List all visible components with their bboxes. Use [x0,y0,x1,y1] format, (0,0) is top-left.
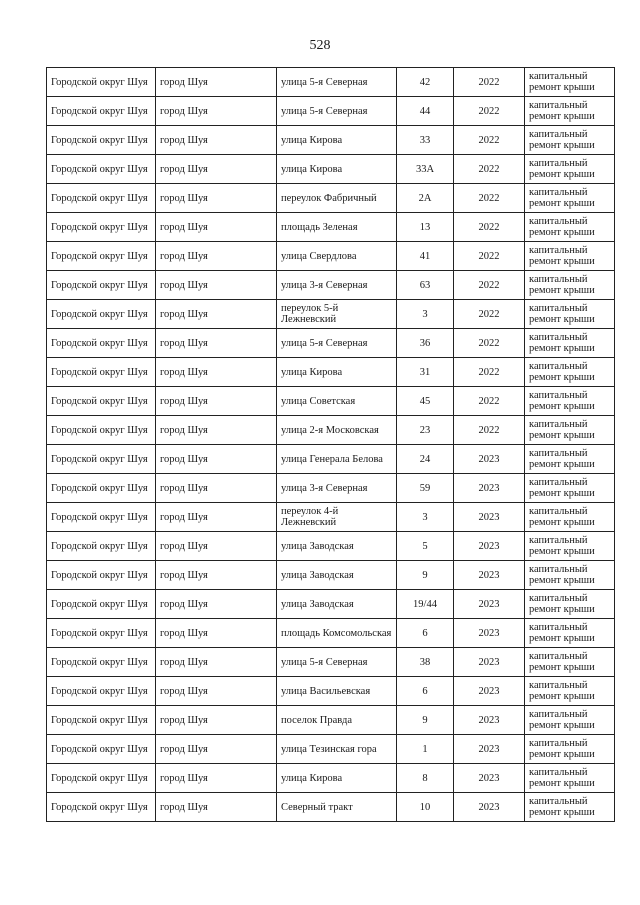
cell-settlement: город Шуя [156,677,277,706]
cell-street: улица Генерала Белова [277,445,397,474]
repair-table [46,67,615,822]
cell-municipality: Городской округ Шуя [47,213,156,242]
cell-work-type: капитальный ремонт крыши [525,648,615,677]
cell-settlement: город Шуя [156,532,277,561]
cell-house-number: 24 [397,445,454,474]
table-row [47,706,615,735]
cell-municipality: Городской округ Шуя [47,445,156,474]
cell-settlement: город Шуя [156,706,277,735]
cell-year: 2022 [454,271,525,300]
cell-year: 2023 [454,735,525,764]
table-row [47,590,615,619]
cell-municipality: Городской округ Шуя [47,242,156,271]
cell-settlement: город Шуя [156,126,277,155]
cell-year: 2022 [454,329,525,358]
cell-house-number: 63 [397,271,454,300]
cell-year: 2023 [454,474,525,503]
cell-municipality: Городской округ Шуя [47,706,156,735]
cell-municipality: Городской округ Шуя [47,764,156,793]
cell-settlement: город Шуя [156,793,277,822]
table-row [47,503,615,532]
cell-work-type: капитальный ремонт крыши [525,793,615,822]
cell-year: 2022 [454,242,525,271]
cell-house-number: 44 [397,97,454,126]
cell-work-type: капитальный ремонт крыши [525,619,615,648]
cell-settlement: город Шуя [156,271,277,300]
cell-work-type: капитальный ремонт крыши [525,271,615,300]
cell-municipality: Городской округ Шуя [47,387,156,416]
cell-municipality: Городской округ Шуя [47,126,156,155]
table-row [47,532,615,561]
table-row [47,387,615,416]
cell-work-type: капитальный ремонт крыши [525,445,615,474]
cell-work-type: капитальный ремонт крыши [525,532,615,561]
cell-year: 2022 [454,358,525,387]
cell-street: переулок 5-й Лежневский [277,300,397,329]
table-row [47,155,615,184]
cell-settlement: город Шуя [156,97,277,126]
cell-settlement: город Шуя [156,590,277,619]
cell-street: улица Кирова [277,358,397,387]
cell-work-type: капитальный ремонт крыши [525,764,615,793]
cell-house-number: 9 [397,561,454,590]
cell-work-type: капитальный ремонт крыши [525,97,615,126]
cell-municipality: Городской округ Шуя [47,648,156,677]
cell-street: улица Васильевская [277,677,397,706]
cell-house-number: 3 [397,503,454,532]
cell-work-type: капитальный ремонт крыши [525,68,615,97]
cell-work-type: капитальный ремонт крыши [525,474,615,503]
cell-work-type: капитальный ремонт крыши [525,677,615,706]
table-row [47,445,615,474]
cell-year: 2022 [454,68,525,97]
cell-year: 2023 [454,677,525,706]
table-row [47,793,615,822]
cell-work-type: капитальный ремонт крыши [525,213,615,242]
cell-house-number: 13 [397,213,454,242]
cell-street: площадь Зеленая [277,213,397,242]
cell-municipality: Городской округ Шуя [47,677,156,706]
table-row [47,184,615,213]
cell-year: 2023 [454,561,525,590]
cell-year: 2023 [454,619,525,648]
cell-settlement: город Шуя [156,474,277,503]
table-row [47,648,615,677]
cell-settlement: город Шуя [156,648,277,677]
cell-year: 2023 [454,793,525,822]
table-row [47,764,615,793]
cell-municipality: Городской округ Шуя [47,619,156,648]
cell-work-type: капитальный ремонт крыши [525,126,615,155]
repair-table-body [47,68,615,822]
cell-street: улица Кирова [277,155,397,184]
cell-house-number: 10 [397,793,454,822]
cell-settlement: город Шуя [156,329,277,358]
cell-municipality: Городской округ Шуя [47,503,156,532]
cell-settlement: город Шуя [156,445,277,474]
cell-street: поселок Правда [277,706,397,735]
cell-municipality: Городской округ Шуя [47,532,156,561]
cell-work-type: капитальный ремонт крыши [525,155,615,184]
table-row [47,271,615,300]
cell-street: улица 5-я Северная [277,68,397,97]
cell-street: улица Заводская [277,532,397,561]
cell-municipality: Городской округ Шуя [47,793,156,822]
cell-municipality: Городской округ Шуя [47,300,156,329]
cell-house-number: 3 [397,300,454,329]
cell-street: улица Советская [277,387,397,416]
table-row [47,561,615,590]
cell-year: 2022 [454,213,525,242]
cell-street: улица 2-я Московская [277,416,397,445]
cell-house-number: 59 [397,474,454,503]
cell-municipality: Городской округ Шуя [47,474,156,503]
cell-house-number: 19/44 [397,590,454,619]
cell-municipality: Городской округ Шуя [47,358,156,387]
cell-house-number: 23 [397,416,454,445]
table-row [47,213,615,242]
cell-settlement: город Шуя [156,416,277,445]
cell-municipality: Городской округ Шуя [47,271,156,300]
cell-house-number: 36 [397,329,454,358]
cell-municipality: Городской округ Шуя [47,590,156,619]
cell-year: 2023 [454,445,525,474]
cell-settlement: город Шуя [156,561,277,590]
cell-municipality: Городской округ Шуя [47,735,156,764]
cell-house-number: 33А [397,155,454,184]
cell-house-number: 33 [397,126,454,155]
cell-settlement: город Шуя [156,68,277,97]
cell-settlement: город Шуя [156,619,277,648]
cell-municipality: Городской округ Шуя [47,329,156,358]
cell-year: 2023 [454,648,525,677]
cell-work-type: капитальный ремонт крыши [525,561,615,590]
cell-settlement: город Шуя [156,242,277,271]
table-row [47,735,615,764]
cell-work-type: капитальный ремонт крыши [525,590,615,619]
cell-year: 2022 [454,97,525,126]
cell-street: улица Кирова [277,764,397,793]
cell-house-number: 2А [397,184,454,213]
cell-year: 2022 [454,300,525,329]
cell-work-type: капитальный ремонт крыши [525,184,615,213]
cell-year: 2023 [454,764,525,793]
cell-work-type: капитальный ремонт крыши [525,329,615,358]
cell-work-type: капитальный ремонт крыши [525,387,615,416]
cell-street: улица Тезинская гора [277,735,397,764]
cell-settlement: город Шуя [156,503,277,532]
cell-street: улица Заводская [277,561,397,590]
cell-street: улица 5-я Северная [277,648,397,677]
cell-year: 2022 [454,155,525,184]
cell-street: улица Заводская [277,590,397,619]
cell-street: улица 5-я Северная [277,97,397,126]
table-row [47,677,615,706]
cell-settlement: город Шуя [156,358,277,387]
cell-settlement: город Шуя [156,387,277,416]
table-row [47,242,615,271]
cell-municipality: Городской округ Шуя [47,561,156,590]
cell-street: улица 5-я Северная [277,329,397,358]
cell-work-type: капитальный ремонт крыши [525,735,615,764]
table-row [47,126,615,155]
cell-municipality: Городской округ Шуя [47,97,156,126]
cell-house-number: 31 [397,358,454,387]
cell-street: улица 3-я Северная [277,271,397,300]
cell-street: Северный тракт [277,793,397,822]
table-row [47,358,615,387]
cell-house-number: 9 [397,706,454,735]
cell-work-type: капитальный ремонт крыши [525,358,615,387]
table-row [47,68,615,97]
cell-settlement: город Шуя [156,300,277,329]
cell-street: улица Кирова [277,126,397,155]
cell-settlement: город Шуя [156,184,277,213]
cell-year: 2023 [454,532,525,561]
cell-work-type: капитальный ремонт крыши [525,706,615,735]
cell-work-type: капитальный ремонт крыши [525,300,615,329]
table-row [47,97,615,126]
cell-work-type: капитальный ремонт крыши [525,416,615,445]
cell-year: 2023 [454,503,525,532]
page-number: 528 [309,38,331,53]
table-row [47,329,615,358]
cell-municipality: Городской округ Шуя [47,184,156,213]
cell-house-number: 41 [397,242,454,271]
cell-year: 2023 [454,590,525,619]
cell-municipality: Городской округ Шуя [47,68,156,97]
cell-house-number: 1 [397,735,454,764]
cell-house-number: 42 [397,68,454,97]
cell-house-number: 6 [397,619,454,648]
cell-street: переулок 4-й Лежневский [277,503,397,532]
table-row [47,300,615,329]
cell-work-type: капитальный ремонт крыши [525,242,615,271]
cell-street: улица Свердлова [277,242,397,271]
cell-year: 2022 [454,126,525,155]
cell-street: переулок Фабричный [277,184,397,213]
cell-street: улица 3-я Северная [277,474,397,503]
table-row [47,416,615,445]
cell-house-number: 45 [397,387,454,416]
cell-house-number: 6 [397,677,454,706]
cell-municipality: Городской округ Шуя [47,416,156,445]
cell-house-number: 38 [397,648,454,677]
cell-year: 2022 [454,416,525,445]
cell-work-type: капитальный ремонт крыши [525,503,615,532]
cell-municipality: Городской округ Шуя [47,155,156,184]
cell-settlement: город Шуя [156,213,277,242]
cell-street: площадь Комсомольская [277,619,397,648]
cell-year: 2023 [454,706,525,735]
table-row [47,619,615,648]
cell-house-number: 8 [397,764,454,793]
cell-year: 2022 [454,184,525,213]
table-row [47,474,615,503]
cell-settlement: город Шуя [156,764,277,793]
cell-year: 2022 [454,387,525,416]
cell-settlement: город Шуя [156,155,277,184]
cell-settlement: город Шуя [156,735,277,764]
cell-house-number: 5 [397,532,454,561]
